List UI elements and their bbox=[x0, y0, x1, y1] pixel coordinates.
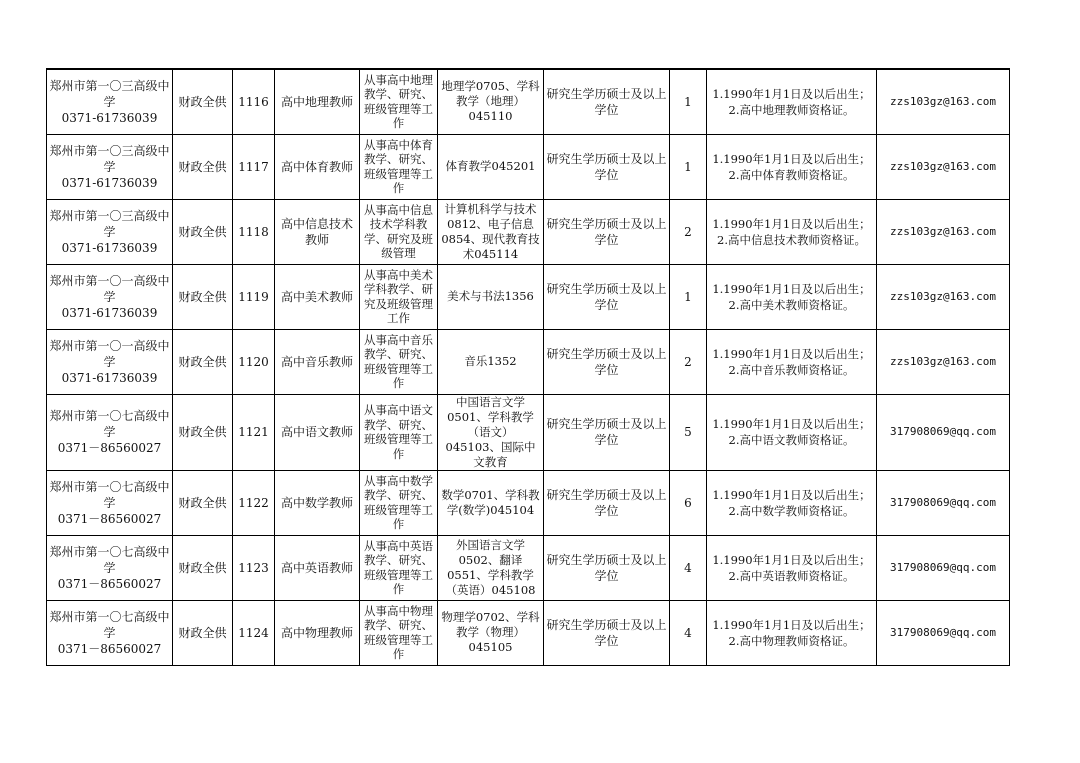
email-cell: zzs103gz@163.com bbox=[877, 329, 1010, 394]
headcount-cell: 2 bbox=[670, 329, 707, 394]
duties-cell: 从事高中语文教学、研究、班级管理等工作 bbox=[360, 394, 438, 470]
education-cell: 研究生学历硕士及以上学位 bbox=[544, 470, 670, 535]
headcount-cell: 6 bbox=[670, 470, 707, 535]
position-code-cell: 1120 bbox=[233, 329, 275, 394]
major-cell: 美术与书法1356 bbox=[438, 264, 544, 329]
recruitment-table bbox=[46, 68, 1010, 666]
email-cell: zzs103gz@163.com bbox=[877, 199, 1010, 264]
table-row bbox=[47, 600, 1010, 665]
funding-cell: 财政全供 bbox=[173, 600, 233, 665]
position-code-cell: 1122 bbox=[233, 470, 275, 535]
requirements-cell: 1.1990年1月1日及以后出生； 2.高中语文教师资格证。 bbox=[707, 394, 877, 470]
requirements-cell: 1.1990年1月1日及以后出生； 2.高中地理教师资格证。 bbox=[707, 69, 877, 134]
funding-cell: 财政全供 bbox=[173, 329, 233, 394]
position-code-cell: 1118 bbox=[233, 199, 275, 264]
email-cell: 317908069@qq.com bbox=[877, 600, 1010, 665]
education-cell: 研究生学历硕士及以上学位 bbox=[544, 134, 670, 199]
duties-cell: 从事高中地理教学、研究、班级管理等工作 bbox=[360, 69, 438, 134]
requirements-cell: 1.1990年1月1日及以后出生； 2.高中物理教师资格证。 bbox=[707, 600, 877, 665]
duties-cell: 从事高中物理教学、研究、班级管理等工作 bbox=[360, 600, 438, 665]
headcount-cell: 1 bbox=[670, 264, 707, 329]
major-cell: 数学0701、学科教学(数学)045104 bbox=[438, 470, 544, 535]
headcount-cell: 5 bbox=[670, 394, 707, 470]
duties-cell: 从事高中数学教学、研究、班级管理等工作 bbox=[360, 470, 438, 535]
requirements-cell: 1.1990年1月1日及以后出生； 2.高中信息技术教师资格证。 bbox=[707, 199, 877, 264]
table-body bbox=[47, 69, 1010, 665]
position-code-cell: 1116 bbox=[233, 69, 275, 134]
email-cell: zzs103gz@163.com bbox=[877, 264, 1010, 329]
duties-cell: 从事高中英语教学、研究、班级管理等工作 bbox=[360, 535, 438, 600]
email-cell: 317908069@qq.com bbox=[877, 394, 1010, 470]
org-cell: 郑州市第一〇七高级中学 0371－86560027 bbox=[47, 470, 173, 535]
org-cell: 郑州市第一〇一高级中学 0371-61736039 bbox=[47, 329, 173, 394]
org-cell: 郑州市第一〇一高级中学 0371-61736039 bbox=[47, 264, 173, 329]
major-cell: 体育教学045201 bbox=[438, 134, 544, 199]
org-cell: 郑州市第一〇三高级中学 0371-61736039 bbox=[47, 199, 173, 264]
major-cell: 物理学0702、学科教学（物理）045105 bbox=[438, 600, 544, 665]
duties-cell: 从事高中美术学科教学、研究及班级管理工作 bbox=[360, 264, 438, 329]
major-cell: 外国语言文学0502、翻译0551、学科教学（英语）045108 bbox=[438, 535, 544, 600]
headcount-cell: 4 bbox=[670, 600, 707, 665]
requirements-cell: 1.1990年1月1日及以后出生； 2.高中音乐教师资格证。 bbox=[707, 329, 877, 394]
headcount-cell: 1 bbox=[670, 69, 707, 134]
table-row bbox=[47, 69, 1010, 134]
headcount-cell: 4 bbox=[670, 535, 707, 600]
email-cell: 317908069@qq.com bbox=[877, 535, 1010, 600]
position-name-cell: 高中信息技术教师 bbox=[275, 199, 360, 264]
org-cell: 郑州市第一〇七高级中学 0371－86560027 bbox=[47, 394, 173, 470]
position-code-cell: 1117 bbox=[233, 134, 275, 199]
education-cell: 研究生学历硕士及以上学位 bbox=[544, 199, 670, 264]
position-code-cell: 1124 bbox=[233, 600, 275, 665]
funding-cell: 财政全供 bbox=[173, 199, 233, 264]
table-row bbox=[47, 134, 1010, 199]
funding-cell: 财政全供 bbox=[173, 134, 233, 199]
position-name-cell: 高中体育教师 bbox=[275, 134, 360, 199]
funding-cell: 财政全供 bbox=[173, 264, 233, 329]
position-code-cell: 1121 bbox=[233, 394, 275, 470]
org-cell: 郑州市第一〇七高级中学 0371－86560027 bbox=[47, 535, 173, 600]
duties-cell: 从事高中信息技术学科教学、研究及班级管理 bbox=[360, 199, 438, 264]
position-name-cell: 高中语文教师 bbox=[275, 394, 360, 470]
org-cell: 郑州市第一〇三高级中学 0371-61736039 bbox=[47, 69, 173, 134]
duties-cell: 从事高中音乐教学、研究、班级管理等工作 bbox=[360, 329, 438, 394]
education-cell: 研究生学历硕士及以上学位 bbox=[544, 600, 670, 665]
education-cell: 研究生学历硕士及以上学位 bbox=[544, 69, 670, 134]
table-row bbox=[47, 264, 1010, 329]
table-row bbox=[47, 329, 1010, 394]
education-cell: 研究生学历硕士及以上学位 bbox=[544, 535, 670, 600]
funding-cell: 财政全供 bbox=[173, 394, 233, 470]
funding-cell: 财政全供 bbox=[173, 535, 233, 600]
org-cell: 郑州市第一〇三高级中学 0371-61736039 bbox=[47, 134, 173, 199]
position-name-cell: 高中美术教师 bbox=[275, 264, 360, 329]
position-name-cell: 高中物理教师 bbox=[275, 600, 360, 665]
position-name-cell: 高中音乐教师 bbox=[275, 329, 360, 394]
position-name-cell: 高中数学教师 bbox=[275, 470, 360, 535]
education-cell: 研究生学历硕士及以上学位 bbox=[544, 394, 670, 470]
position-name-cell: 高中地理教师 bbox=[275, 69, 360, 134]
education-cell: 研究生学历硕士及以上学位 bbox=[544, 264, 670, 329]
table-row bbox=[47, 470, 1010, 535]
funding-cell: 财政全供 bbox=[173, 470, 233, 535]
position-code-cell: 1123 bbox=[233, 535, 275, 600]
table-row bbox=[47, 394, 1010, 470]
email-cell: 317908069@qq.com bbox=[877, 470, 1010, 535]
table-row bbox=[47, 199, 1010, 264]
email-cell: zzs103gz@163.com bbox=[877, 69, 1010, 134]
headcount-cell: 1 bbox=[670, 134, 707, 199]
funding-cell: 财政全供 bbox=[173, 69, 233, 134]
major-cell: 音乐1352 bbox=[438, 329, 544, 394]
major-cell: 地理学0705、学科教学（地理）045110 bbox=[438, 69, 544, 134]
requirements-cell: 1.1990年1月1日及以后出生； 2.高中美术教师资格证。 bbox=[707, 264, 877, 329]
requirements-cell: 1.1990年1月1日及以后出生； 2.高中体育教师资格证。 bbox=[707, 134, 877, 199]
duties-cell: 从事高中体育教学、研究、班级管理等工作 bbox=[360, 134, 438, 199]
requirements-cell: 1.1990年1月1日及以后出生； 2.高中英语教师资格证。 bbox=[707, 535, 877, 600]
position-code-cell: 1119 bbox=[233, 264, 275, 329]
position-name-cell: 高中英语教师 bbox=[275, 535, 360, 600]
table-row bbox=[47, 535, 1010, 600]
requirements-cell: 1.1990年1月1日及以后出生； 2.高中数学教师资格证。 bbox=[707, 470, 877, 535]
major-cell: 计算机科学与技术0812、电子信息0854、现代教育技术045114 bbox=[438, 199, 544, 264]
headcount-cell: 2 bbox=[670, 199, 707, 264]
org-cell: 郑州市第一〇七高级中学 0371－86560027 bbox=[47, 600, 173, 665]
education-cell: 研究生学历硕士及以上学位 bbox=[544, 329, 670, 394]
email-cell: zzs103gz@163.com bbox=[877, 134, 1010, 199]
major-cell: 中国语言文学0501、学科教学（语文）045103、国际中文教育 bbox=[438, 394, 544, 470]
